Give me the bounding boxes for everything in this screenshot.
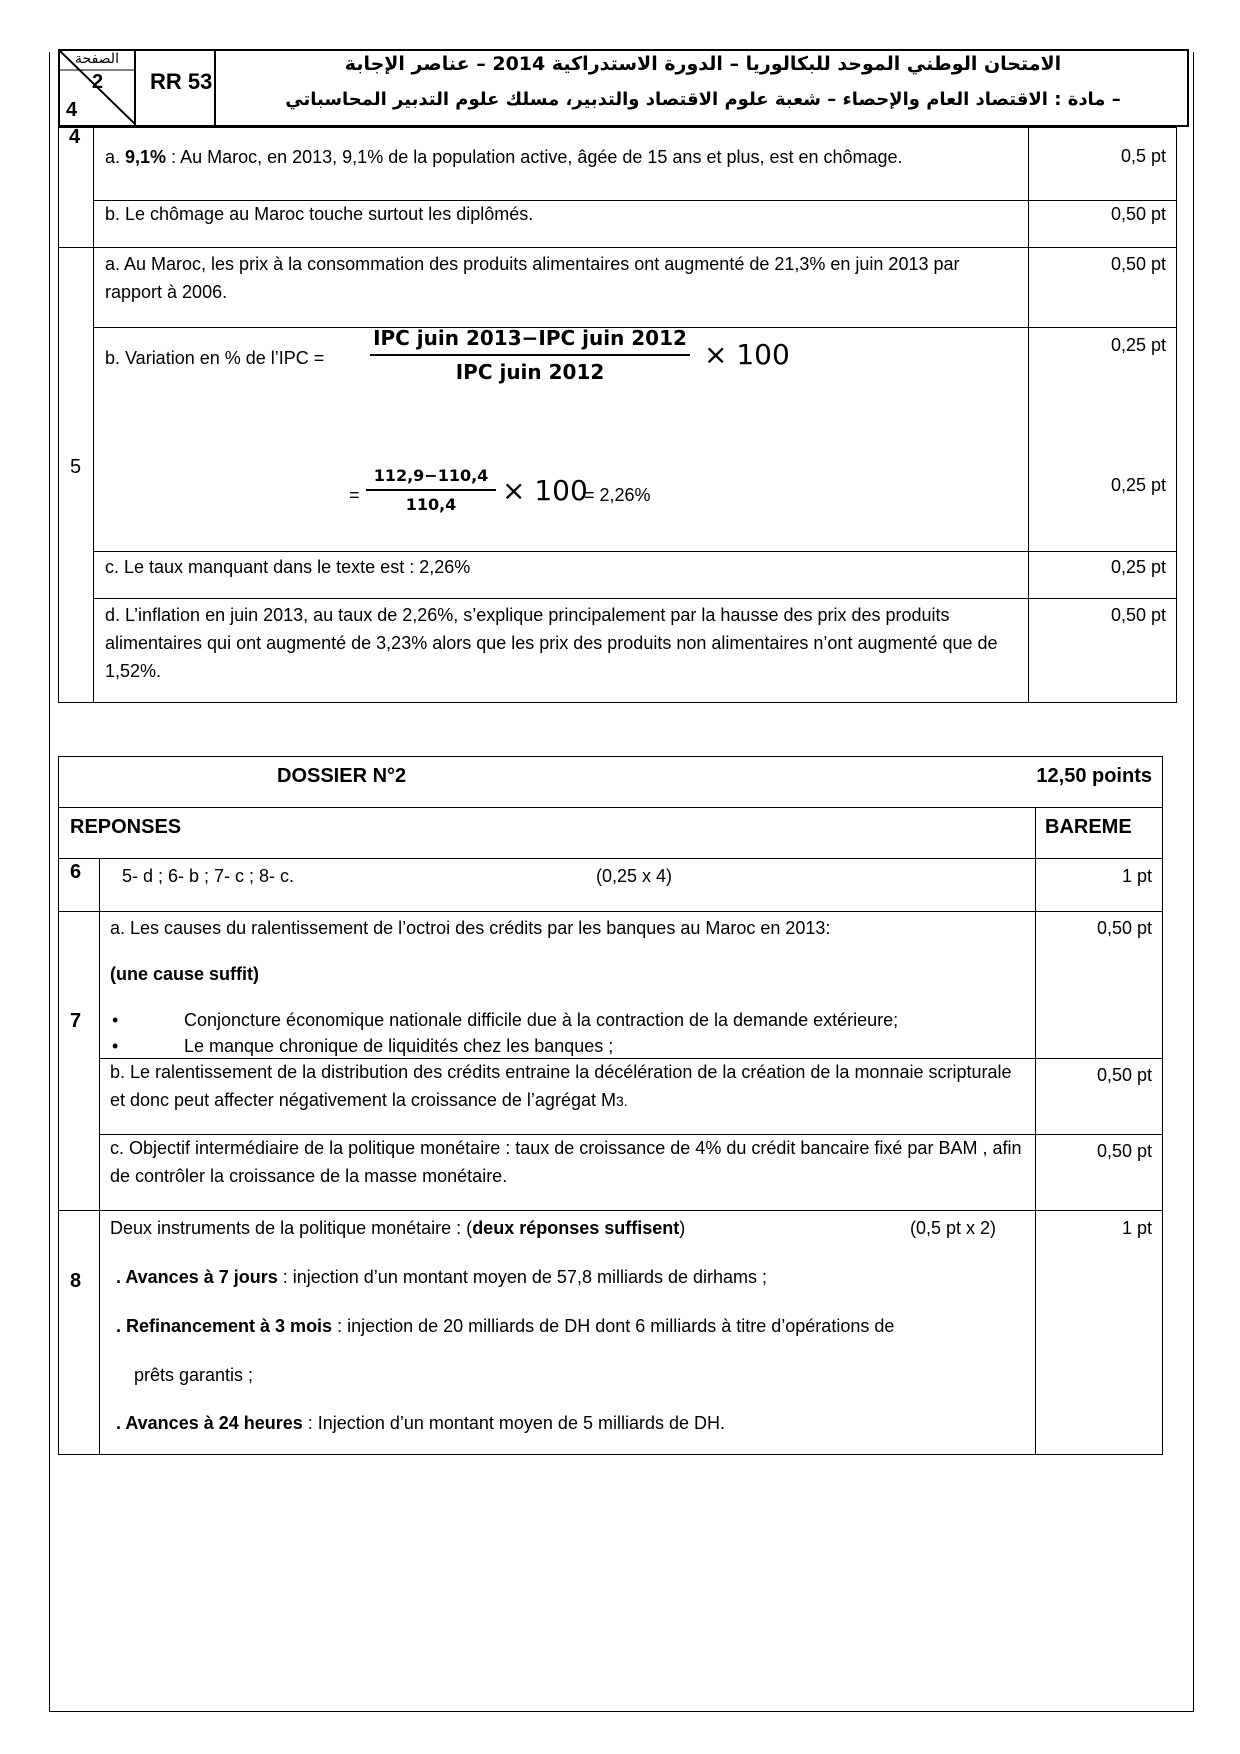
q5b-points-1: 0,25 pt — [1110, 335, 1166, 355]
q8-detail: (0,5 pt x 2) — [910, 1218, 997, 1238]
q8-number: 8 — [70, 1270, 82, 1292]
list-item: • Le manque chronique de liquidités chez les banques ; — [110, 1033, 1030, 1059]
q5a-text: a. Au Maroc, les prix à la consommation des produits alimentaires ont augmenté de 21,3% en juin 2013 par rapport à 2006. — [105, 254, 960, 302]
page-label: الصفحة — [75, 51, 119, 67]
q4b-text: b. Le chômage au Maroc touche surtout les diplômés. — [105, 204, 534, 224]
page-number: 2 — [92, 71, 104, 93]
dossier2-title: DOSSIER N°2 — [277, 765, 407, 787]
q6-points: 1 pt — [1121, 866, 1152, 886]
calc-result: = 2,26% — [584, 485, 651, 505]
q6-text: 5- d ; 6- b ; 7- c ; 8- c. — [122, 866, 295, 886]
ipc-numerator: IPC juin 2013−IPC juin 2012 — [373, 326, 687, 350]
dossier2-total: 12,50 points — [1036, 765, 1152, 787]
q4a-points: 0,5 pt — [1120, 146, 1166, 166]
page-header — [58, 49, 1189, 127]
q5c-points: 0,25 pt — [1110, 557, 1166, 577]
q8-item-2: . Refinancement à 3 mois : injection de 20 milliards de DH dont 6 milliards à titre d’opérations de — [116, 1316, 895, 1336]
q7a-bullets — [110, 1007, 1030, 1059]
calc-times-100: × 100 — [502, 474, 588, 507]
q4a-text: a. 9,1% : Au Maroc, en 2013, 9,1% de la population active, âgée de 15 ans et plus, est en chômage. — [105, 147, 903, 167]
q7-number: 7 — [70, 1010, 82, 1032]
q8-number-cell — [58, 1210, 100, 1455]
q5c-text: c. Le taux manquant dans le texte est : 2,26% — [105, 557, 471, 577]
q5a-points: 0,50 pt — [1110, 254, 1166, 274]
exam-code: RR 53 — [150, 69, 213, 94]
q8-item-1: . Avances à 7 jours : injection d’un montant moyen de 57,8 milliards de dirhams ; — [116, 1267, 768, 1287]
calc-numerator: 112,9−110,4 — [373, 466, 489, 485]
q5b-points-cell — [1028, 327, 1177, 552]
q7b-points: 0,50 pt — [1096, 1065, 1152, 1085]
calc-equals: = — [349, 485, 360, 505]
times-100: × 100 — [704, 338, 790, 371]
code-box — [136, 51, 216, 125]
q8-item-3: . Avances à 24 heures : Injection d’un montant moyen de 5 milliards de DH. — [116, 1413, 725, 1433]
q7c-text: c. Objectif intermédiaire de la politique monétaire : taux de croissance de 4% du crédit bancaire fixé par BAM , afin de contrôler la croissance de la masse monétaire. — [110, 1138, 1022, 1186]
page-number-box — [60, 51, 136, 125]
q8-points-cell — [1035, 1210, 1163, 1455]
q8-intro: Deux instruments de la politique monétaire : (deux réponses suffisent) — [110, 1218, 686, 1238]
page-total: 4 — [66, 99, 78, 121]
col-bareme: BAREME — [1045, 816, 1132, 838]
q4b-points: 0,50 pt — [1110, 204, 1166, 224]
q4-number: 4 — [69, 126, 81, 148]
q6-number: 6 — [70, 861, 82, 883]
calc-fraction — [366, 466, 496, 514]
q7a-text: a. Les causes du ralentissement de l’octroi des crédits par les banques au Maroc en 2013: — [110, 918, 831, 938]
q5d-text: d. L’inflation en juin 2013, au taux de 2,26%, s’explique principalement par la hausse des prix des produits alimentaires qui ont augmenté de 3,23% alors que les prix des produits non alimentaires n’ont augmenté que de 1,52%. — [105, 605, 998, 681]
list-item: • Conjoncture économique nationale difficile due à la contraction de la demande extérieure; — [110, 1007, 1030, 1033]
q8-item-2-continued: prêts garantis ; — [134, 1365, 254, 1385]
q8-points: 1 pt — [1121, 1218, 1152, 1238]
q6-detail: (0,25 x 4) — [596, 866, 673, 886]
ipc-denominator: IPC juin 2012 — [455, 360, 605, 384]
calc-fraction-bar — [366, 489, 496, 491]
q7c-points: 0,50 pt — [1096, 1141, 1152, 1161]
q7a-note: (une cause suffit) — [110, 964, 260, 984]
header-title-line2: – مادة : الاقتصاد العام والإحصاء – شعبة علوم الاقتصاد والتدبير، مسلك علوم التدبير المحاسباتي — [285, 89, 1121, 110]
fraction-bar — [370, 354, 690, 356]
q7a-points: 0,50 pt — [1096, 918, 1152, 938]
q5-number: 5 — [70, 456, 82, 478]
q5b-label: b. Variation en % de l’IPC = — [105, 348, 325, 368]
col-reponses: REPONSES — [70, 816, 182, 838]
header-title-line1: الامتحان الوطني الموحد للبكالوريا – الدورة الاستدراكية 2014 – عناصر الإجابة — [344, 53, 1062, 75]
calc-denominator: 110,4 — [405, 495, 457, 514]
reponses-header-cell — [58, 807, 1036, 859]
q7-number-cell — [58, 911, 100, 1211]
q7b-text: b. Le ralentissement de la distribution des crédits entraine la décélération de la création de la monnaie scripturale et donc peut affecter négativement la croissance de l’agrégat M3. — [110, 1062, 1012, 1110]
q5b-points-2: 0,25 pt — [1110, 475, 1166, 495]
ipc-formula-fraction — [370, 326, 690, 384]
q5d-points: 0,50 pt — [1110, 605, 1166, 625]
